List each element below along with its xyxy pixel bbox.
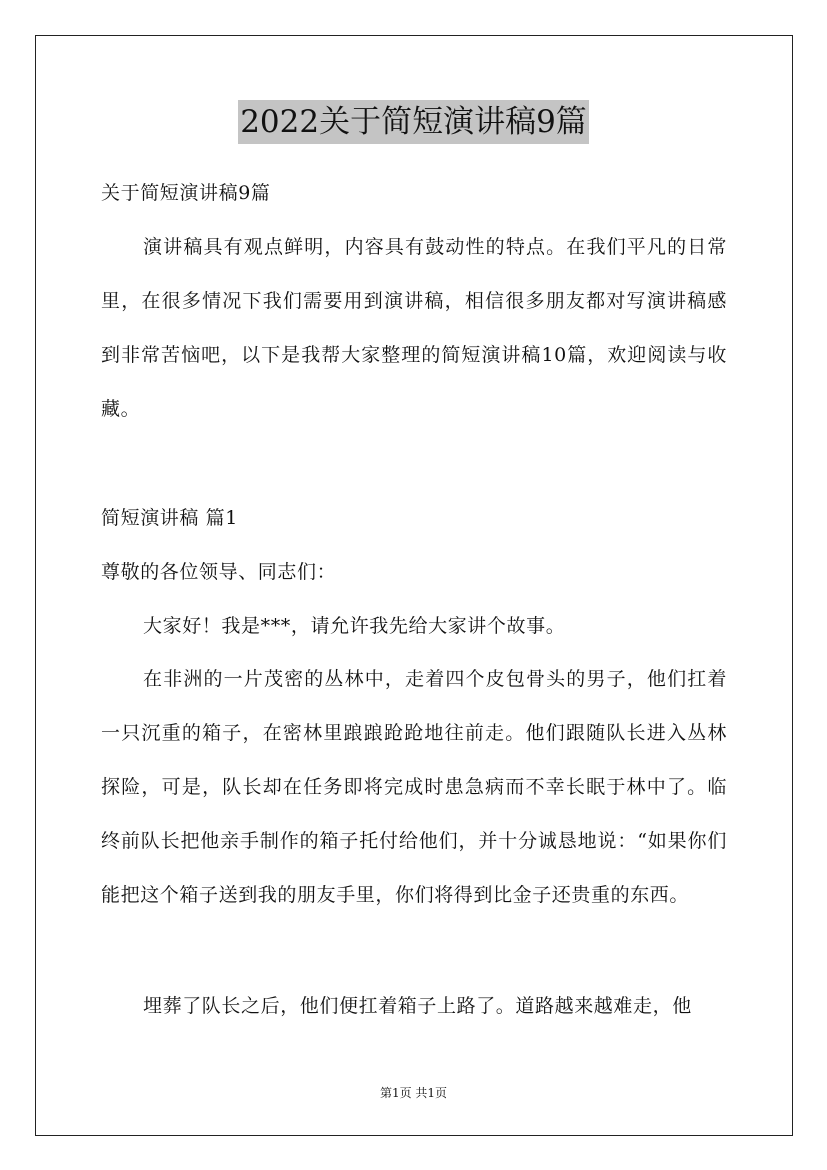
story-paragraph-2: 埋葬了队长之后，他们便扛着箱子上路了。道路越来越难走，他 (143, 995, 692, 1017)
section-heading: 简短演讲稿 篇1 (101, 507, 238, 529)
greeting-paragraph: 大家好！我是***，请允许我先给大家讲个故事。 (143, 615, 566, 637)
page-footer: 第1页 共1页 (379, 1086, 448, 1100)
intro-paragraph: 演讲稿具有观点鲜明，内容具有鼓动性的特点。在我们平凡的日常里，在很多情况下我们需要用到演讲稿，相信很多朋友都对写演讲稿感到非常苦恼吧，以下是我帮大家整理的简短演讲稿10篇，欢迎阅读与收藏。 (101, 236, 727, 420)
document-title: 2022关于简短演讲稿9篇 (238, 100, 589, 144)
title-container (0, 100, 827, 144)
document-subtitle: 关于简短演讲稿9篇 (101, 182, 271, 204)
salutation: 尊敬的各位领导、同志们： (101, 561, 337, 583)
story-paragraph-1: 在非洲的一片茂密的丛林中，走着四个皮包骨头的男子，他们扛着一只沉重的箱子，在密林里踉踉跄跄地往前走。他们跟随队长进入丛林探险，可是，队长却在任务即将完成时患急病而不幸长眠于林中了。临终前队长把他亲手制作的箱子托付给他们，并十分诚恳地说：“如果你们能把这个箱子送到我的朋友手里，你们将得到比金子还贵重的东西。 (101, 668, 727, 906)
